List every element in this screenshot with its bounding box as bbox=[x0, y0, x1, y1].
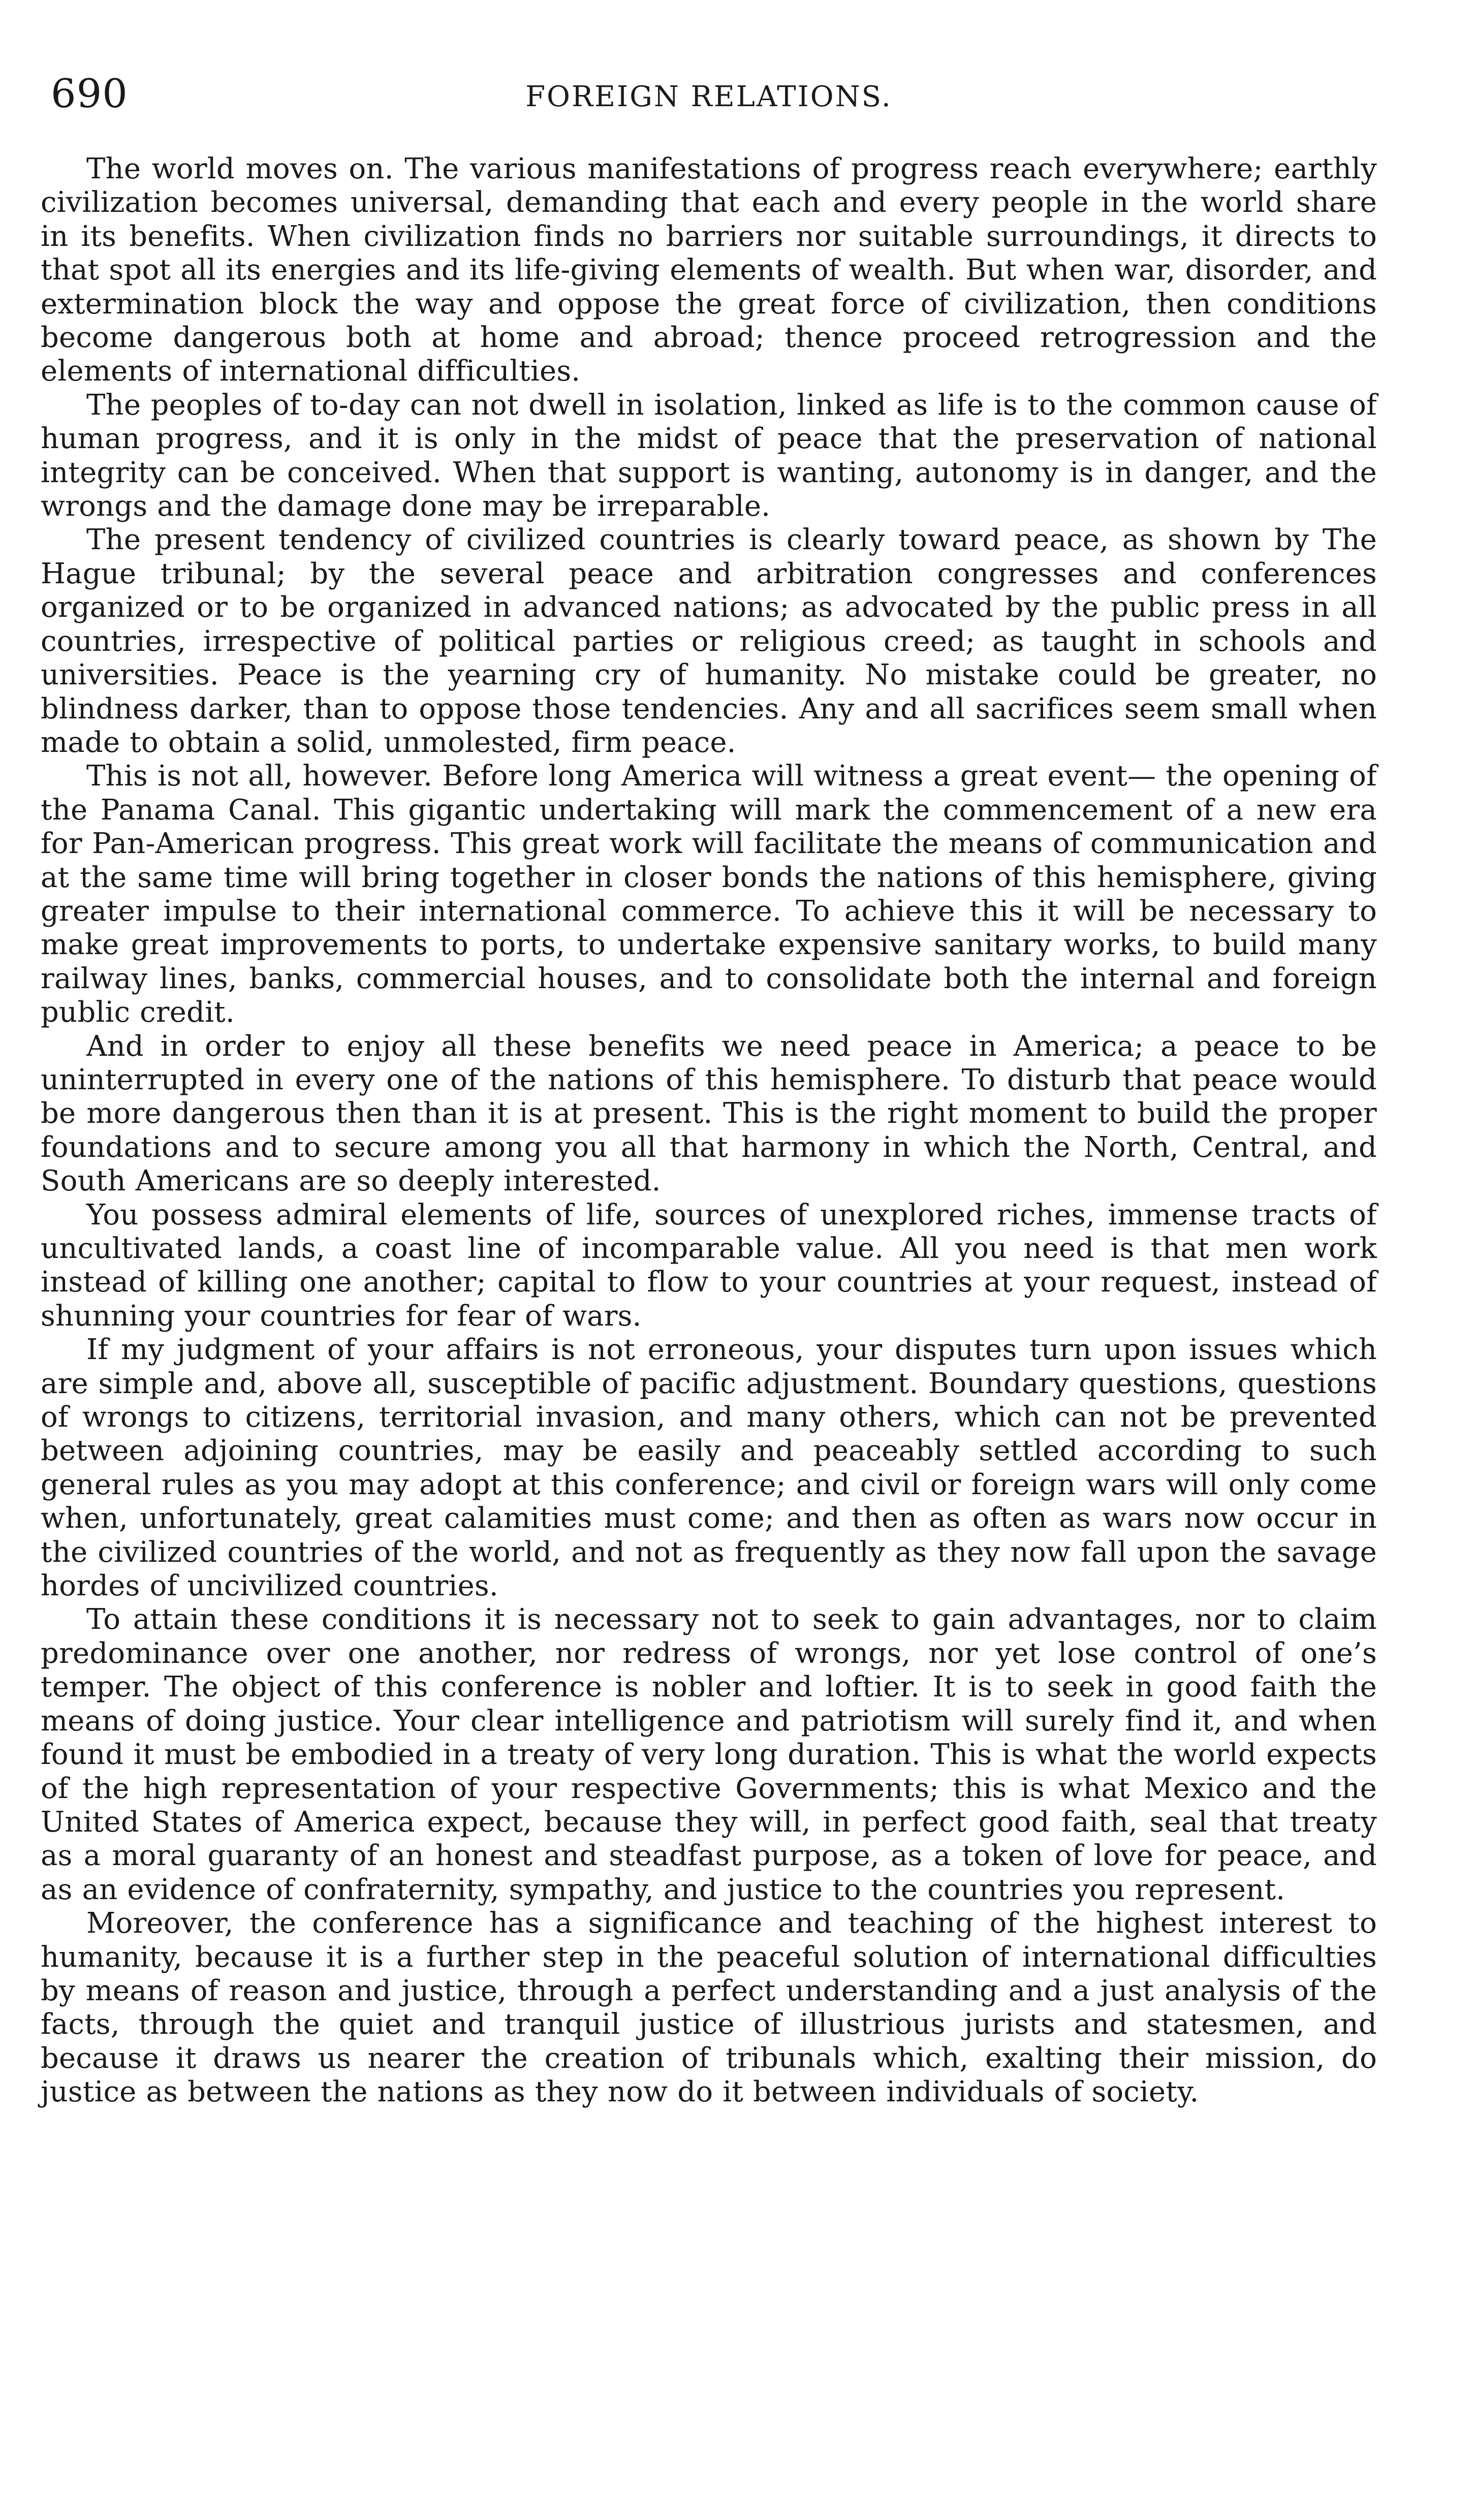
paragraph-significance: Moreover, the conference has a significance and teaching of the highest interest to humanity, because it is a further step in the peaceful solution of international difficulties by means of reason and justice, through a perfect understanding and a just analysis of the facts, through the quiet and tranquil justice of illustrious jurists and statesmen, and because it draws us nearer the creation of tribunals which, exalting their mission, do justice as between the nations as they now do it between individuals of society. bbox=[41, 1907, 1377, 2109]
paragraph-isolation: The peoples of to-day can not dwell in isolation, linked as life is to the common cause of human progress, and it is only in the midst of peace that the preservation of national integrity can be conceived. When that support is wanting, autonomy is in danger, and the wrongs and the damage done may be irreparable. bbox=[41, 388, 1377, 523]
running-title: FOREIGN RELATIONS. bbox=[525, 80, 892, 113]
paragraph-elements-of-life: You possess admiral elements of life, sources of unexplored riches, immense tracts of uncultivated lands, a coast line of incomparable value. All you need is that men work instead of killing one another; capital to flow to your countries at your request, instead of shunning your countries for fear of wars. bbox=[41, 1198, 1377, 1333]
page-number: 690 bbox=[51, 71, 128, 117]
paragraph-tendency-toward-peace: The present tendency of civilized countries is clearly toward peace, as shown by The Hague tribunal; by the several peace and arbitration congresses and conferences organized or to be organized in advanced nations; as advocated by the public press in all countries, irrespective of political parties or religious creed; as taught in schools and universities. Peace is the yearning cry of humanity. No mistake could be greater, no blindness darker, than to oppose those tendencies. Any and all sacrifices seem small when made to obtain a solid, unmolested, firm peace. bbox=[41, 523, 1377, 759]
paragraph-peace-in-america: And in order to enjoy all these benefits we need peace in America; a peace to be uninterrupted in every one of the nations of this hemisphere. To disturb that peace would be more dangerous then than it is at present. This is the right moment to build the proper foundations and to secure among you all that harmony in which the North, Central, and South Americans are so deeply interested. bbox=[41, 1029, 1377, 1198]
paragraph-attain-conditions: To attain these conditions it is necessary not to seek to gain advantages, nor to claim predominance over one another, nor redress of wrongs, nor yet lose control of one’s temper. The object of this conference is nobler and loftier. It is to seek in good faith the means of doing justice. Your clear intelligence and patriotism will surely find it, and when found it must be embodied in a treaty of very long duration. This is what the world expects of the high representation of your respective Governments; this is what Mexico and the United States of America expect, because they will, in perfect good faith, seal that treaty as a moral guaranty of an honest and steadfast purpose, as a token of love for peace, and as an evidence of confraternity, sympathy, and justice to the countries you represent. bbox=[41, 1603, 1377, 1906]
paragraph-disputes: If my judgment of your affairs is not erroneous, your disputes turn upon issues which are simple and, above all, susceptible of pacific adjustment. Boundary questions, questions of wrongs to citizens, territorial invasion, and many others, which can not be prevented between adjoining countries, may be easily and peaceably settled according to such general rules as you may adopt at this conference; and civil or foreign wars will only come when, unfortunately, great calamities must come; and then as often as wars now occur in the civilized countries of the world, and not as frequently as they now fall upon the savage hordes of uncivilized countries. bbox=[41, 1333, 1377, 1603]
running-head bbox=[36, 66, 1382, 127]
body-text bbox=[41, 152, 1377, 2109]
paragraph-panama-canal: This is not all, however. Before long America will witness a great event— the opening of the Panama Canal. This gigantic undertaking will mark the commencement of a new era for Pan-American progress. This great work will facilitate the means of communication and at the same time will bring together in closer bonds the nations of this hemisphere, giving greater impulse to their international commerce. To achieve this it will be necessary to make great improvements to ports, to undertake expensive sanitary works, to build many railway lines, banks, commercial houses, and to consolidate both the internal and foreign public credit. bbox=[41, 760, 1377, 1029]
paragraph-world-moves-on: The world moves on. The various manifestations of progress reach everywhere; earthly civilization becomes universal, demanding that each and every people in the world share in its benefits. When civilization finds no barriers nor suitable surroundings, it directs to that spot all its energies and its life-giving elements of wealth. But when war, disorder, and extermination block the way and oppose the great force of civilization, then conditions become dangerous both at home and abroad; thence proceed retrogression and the elements of international difficulties. bbox=[41, 152, 1377, 388]
